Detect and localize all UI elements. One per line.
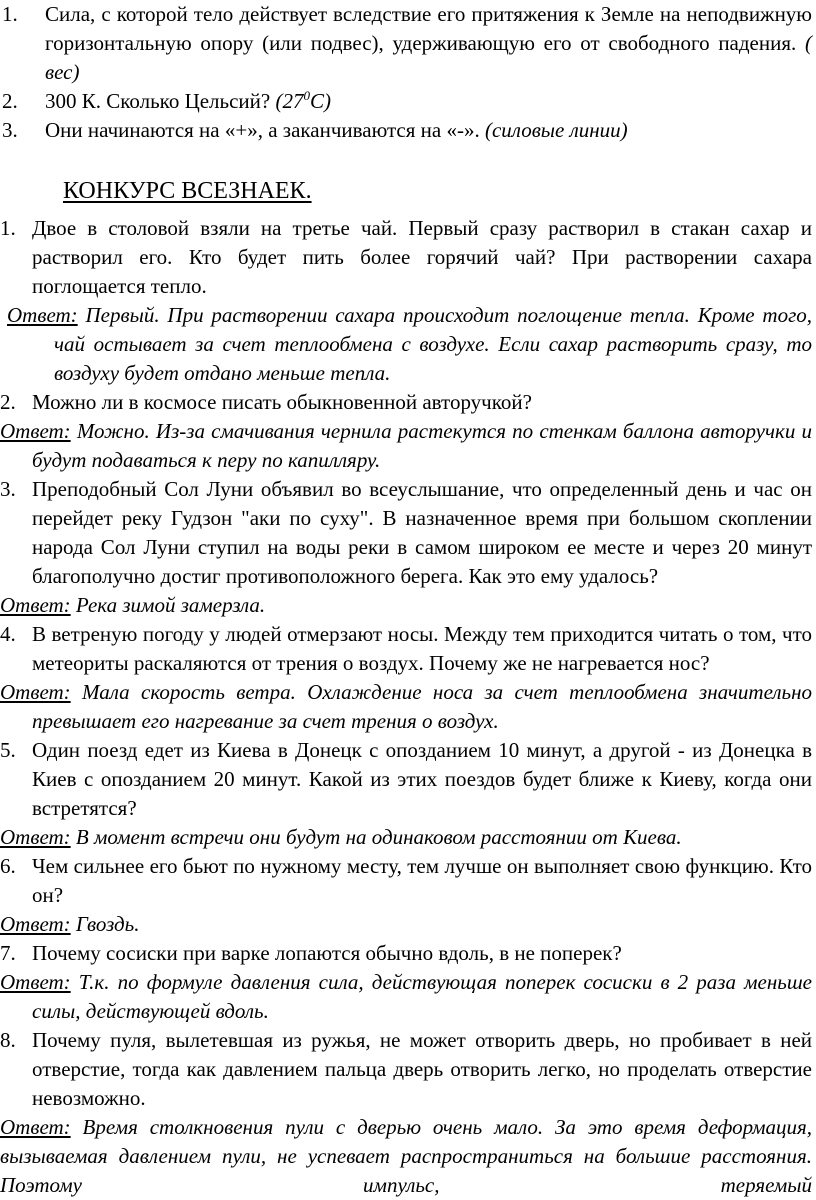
question-text: Двое в столовой взяли на третье чай. Первый сразу растворил в стакан сахар и растворил его. Кто будет пить более горячий чай? При растворении сахара поглощается тепло. [32, 216, 812, 298]
intro-item-hint: (силовые линии) [484, 118, 628, 142]
question-2 [0, 388, 816, 417]
answer-4 [0, 678, 812, 736]
answer-6 [0, 910, 812, 939]
intro-item-hint: ( вес) [45, 31, 813, 84]
answer-label: Ответ: [7, 303, 78, 327]
intro-item-text: 300 К. Сколько Цельсий? [45, 89, 271, 113]
question-number: 8. [0, 1028, 16, 1052]
answer-label: Ответ: [0, 1115, 71, 1139]
question-number: 6. [0, 854, 16, 878]
answer-2 [0, 417, 812, 475]
question-number: 2. [0, 390, 16, 414]
question-number: 1. [0, 216, 16, 240]
intro-item-text: Сила, с которой тело действует вследствие его притяжения к Земле на неподвижную горизонтальную опору (или подвес), удерживающую его от свободного падения. [45, 2, 812, 55]
answer-3 [0, 591, 812, 620]
answer-text: Можно. Из-за смачивания чернила растекутся по стенкам баллона авторучки и будут подаваться к перу по капилляру. [32, 419, 813, 472]
intro-item-text: Они начинаются на «+», а заканчиваются на «-». [45, 118, 480, 142]
question-text: Преподобный Сол Луни объявил во всеуслышание, что определенный день и час он перейдет реку Гудзон "аки по суху". В назначенное время при большом скоплении народа Сол Луни ступил на воды реки в самом широком ее месте и через 20 минут благополучно достиг противоположного берега. Как это ему удалось? [32, 477, 812, 588]
question-text: В ветреную погоду у людей отмерзают носы. Между тем приходится читать о том, что метеориты раскаляются от трения о воздух. Почему же не нагревается нос? [32, 622, 812, 675]
answer-label: Ответ: [0, 912, 71, 936]
intro-item-3 [0, 116, 816, 145]
answer-label: Ответ: [0, 419, 71, 443]
answer-label: Ответ: [0, 680, 71, 704]
answer-text: Гвоздь. [75, 912, 140, 936]
answer-text: Река зимой замерзла. [75, 593, 266, 617]
question-text: Можно ли в космосе писать обыкновенной авторучкой? [32, 390, 532, 414]
question-text: Почему сосиски при варке лопаются обычно вдоль, в не поперек? [32, 941, 622, 965]
answer-text: Т.к. по формуле давления сила, действующая поперек сосиски в 2 раза меньше силы, действующей вдоль. [32, 970, 813, 1023]
question-4 [0, 620, 816, 678]
intro-item-number: 2. [2, 89, 18, 113]
question-number: 5. [0, 738, 16, 762]
question-text: Чем сильнее его бьют по нужному месту, тем лучше он выполняет свою функцию. Кто он? [32, 854, 812, 907]
question-text: Один поезд едет из Киева в Донецк с опозданием 10 минут, а другой - из Донецка в Киев с опозданием 20 минут. Какой из этих поездов будет ближе к Киеву, когда они встретятся? [32, 738, 812, 820]
question-5 [0, 736, 816, 823]
answer-text: В момент встречи они будут на одинаковом расстоянии от Киева. [75, 825, 682, 849]
answer-label: Ответ: [0, 825, 71, 849]
answer-7 [0, 968, 812, 1026]
question-3 [0, 475, 816, 591]
question-text: Почему пуля, вылетевшая из ружья, не может отворить дверь, но пробивает в ней отверстие, тогда как давлением пальца дверь отворить легко, но проделать отверстие невозможно. [32, 1028, 812, 1110]
section-heading: КОНКУРС ВСЕЗНАЕК. [63, 178, 312, 204]
answer-label: Ответ: [0, 970, 71, 994]
question-1 [0, 214, 816, 301]
intro-item-2 [0, 87, 816, 116]
answer-label: Ответ: [0, 593, 71, 617]
answer-text: Первый. При растворении сахара происходит поглощение тепла. Кроме того, чай остывает за счет теплообмена с воздухе. Если сахар растворить сразу, то воздуху будет отдано меньше тепла. [54, 303, 813, 385]
intro-item-1 [0, 0, 816, 87]
question-number: 3. [0, 477, 16, 501]
answer-1 [0, 301, 812, 388]
intro-item-hint: $(27^0С)$ [275, 88, 331, 113]
question-number: 7. [0, 941, 16, 965]
question-number: 4. [0, 622, 16, 646]
answer-8 [0, 1113, 812, 1200]
answer-text: Мала скорость ветра. Охлаждение носа за счет теплообмена значительно превышает его нагревание за счет трения о воздух. [32, 680, 813, 733]
intro-item-number: 3. [2, 118, 18, 142]
question-7 [0, 939, 816, 968]
question-8 [0, 1026, 816, 1113]
answer-5 [0, 823, 812, 852]
answer-text: Время столкновения пули с дверью очень мало. За это время деформация, вызываемая давлением пули, не успевает распространиться на большие расстояния. Поэтому импульс, теряемый [0, 1115, 812, 1197]
question-6 [0, 852, 816, 910]
intro-item-number: 1. [2, 2, 18, 26]
